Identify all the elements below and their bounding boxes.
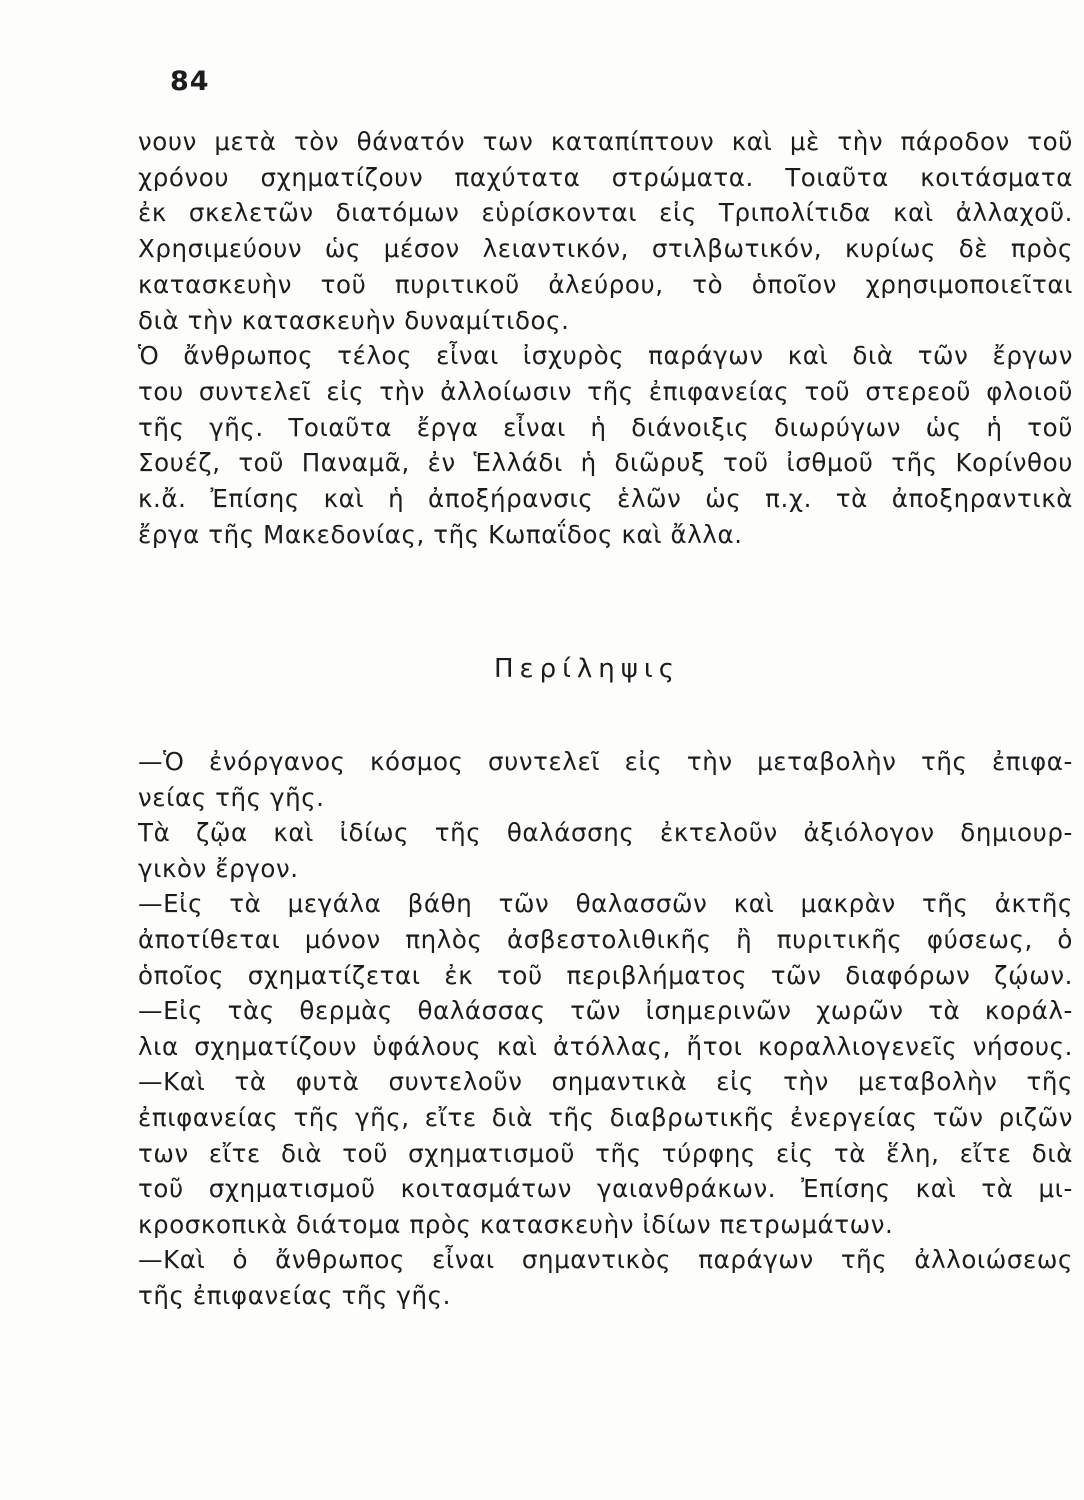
text-line: ὁποῖος σχηματίζεται ἐκ τοῦ περιβλήματος τῶν διαφόρων ζῴων. bbox=[138, 960, 1073, 990]
text-line: —Καὶ ὁ ἄνθρωπος εἶναι σημαντικὸς παράγων τῆς ἀλλοιώσεως bbox=[138, 1245, 1073, 1275]
text-line: λια σχηματίζουν ὑφάλους καὶ ἀτόλλας, ἤτοι κοραλλιογενεῖς νήσους. bbox=[138, 1031, 1073, 1061]
text-line: χρόνου σχηματίζουν παχύτατα στρώματα. Τοιαῦτα κοιτάσματα bbox=[138, 162, 1073, 192]
text-line: ἐπιφανείας τῆς γῆς, εἴτε διὰ τῆς διαβρωτικῆς ἐνεργείας τῶν ριζῶν bbox=[138, 1102, 1073, 1132]
text-line: —Εἰς τὰ μεγάλα βάθη τῶν θαλασσῶν καὶ μακρὰν τῆς ἀκτῆς bbox=[138, 889, 1073, 919]
text-line: τῆς ἐπιφανείας τῆς γῆς. bbox=[138, 1280, 452, 1310]
text-line: κ.ἄ. Ἐπίσης καὶ ἡ ἀποξήρανσις ἑλῶν ὡς π.χ. τὰ ἀποξηραντικὰ bbox=[138, 484, 1073, 514]
text-line: ἐκ σκελετῶν διατόμων εὑρίσκονται εἰς Τριπολίτιδα καὶ ἀλλαχοῦ. bbox=[138, 198, 1073, 228]
text-line: Ὁ ἄνθρωπος τέλος εἶναι ἰσχυρὸς παράγων καὶ διὰ τῶν ἔργων bbox=[138, 341, 1073, 371]
text-line: νείας τῆς γῆς. bbox=[138, 782, 325, 812]
section-heading: Περίληψις bbox=[494, 654, 680, 684]
text-line: ἀποτίθεται μόνον πηλὸς ἀσβεστολιθικῆς ἢ πυριτικῆς φύσεως, ὁ bbox=[138, 924, 1073, 954]
text-line: κατασκευὴν τοῦ πυριτικοῦ ἀλεύρου, τὸ ὁποῖον χρησιμοποιεῖται bbox=[138, 269, 1073, 299]
text-line: νουν μετὰ τὸν θάνατόν των καταπίπτουν καὶ μὲ τὴν πάροδον τοῦ bbox=[138, 127, 1073, 156]
text-line: κροσκοπικὰ διάτομα πρὸς κατασκευὴν ἰδίων πετρωμάτων. bbox=[138, 1209, 894, 1239]
page-number: 84 bbox=[170, 66, 210, 97]
text-line: διὰ τὴν κατασκευὴν δυναμίτιδος. bbox=[138, 305, 570, 335]
text-line: των εἴτε διὰ τοῦ σχηματισμοῦ τῆς τύρφης εἰς τὰ ἕλη, εἴτε διὰ bbox=[138, 1138, 1073, 1168]
summary-text bbox=[138, 744, 1073, 1314]
text-line: —Καὶ τὰ φυτὰ συντελοῦν σημαντικὰ εἰς τὴν μεταβολὴν τῆς bbox=[138, 1067, 1073, 1097]
text-line: Χρησιμεύουν ὡς μέσον λειαντικόν, στιλβωτικόν, κυρίως δὲ πρὸς bbox=[138, 234, 1073, 264]
text-line: —Ὁ ἐνόργανος κόσμος συντελεῖ εἰς τὴν μεταβολὴν τῆς ἐπιφα- bbox=[138, 747, 1073, 776]
text-line: ἔργα τῆς Μακεδονίας, τῆς Κωπαΐδος καὶ ἄλλα. bbox=[138, 519, 743, 549]
text-line: τῆς γῆς. Τοιαῦτα ἔργα εἶναι ἡ διάνοιξις διωρύγων ὡς ἡ τοῦ bbox=[138, 412, 1073, 442]
text-line: του συντελεῖ εἰς τὴν ἀλλοίωσιν τῆς ἐπιφανείας τοῦ στερεοῦ φλοιοῦ bbox=[138, 376, 1073, 406]
text-line: Σουέζ, τοῦ Παναμᾶ, ἐν Ἑλλάδι ἡ διῶρυξ τοῦ ἰσθμοῦ τῆς Κορίνθου bbox=[138, 448, 1073, 478]
text-line: —Εἰς τὰς θερμὰς θαλάσσας τῶν ἰσημερινῶν χωρῶν τὰ κοράλ- bbox=[138, 996, 1073, 1026]
text-line: Τὰ ζῷα καὶ ἰδίως τῆς θαλάσσης ἐκτελοῦν ἀξιόλογον δημιουρ- bbox=[138, 818, 1073, 848]
text-line: γικὸν ἔργον. bbox=[138, 853, 299, 883]
body-text-top bbox=[138, 124, 1073, 552]
text-line: τοῦ σχηματισμοῦ κοιτασμάτων γαιανθράκων. Ἐπίσης καὶ τὰ μι- bbox=[138, 1174, 1073, 1204]
